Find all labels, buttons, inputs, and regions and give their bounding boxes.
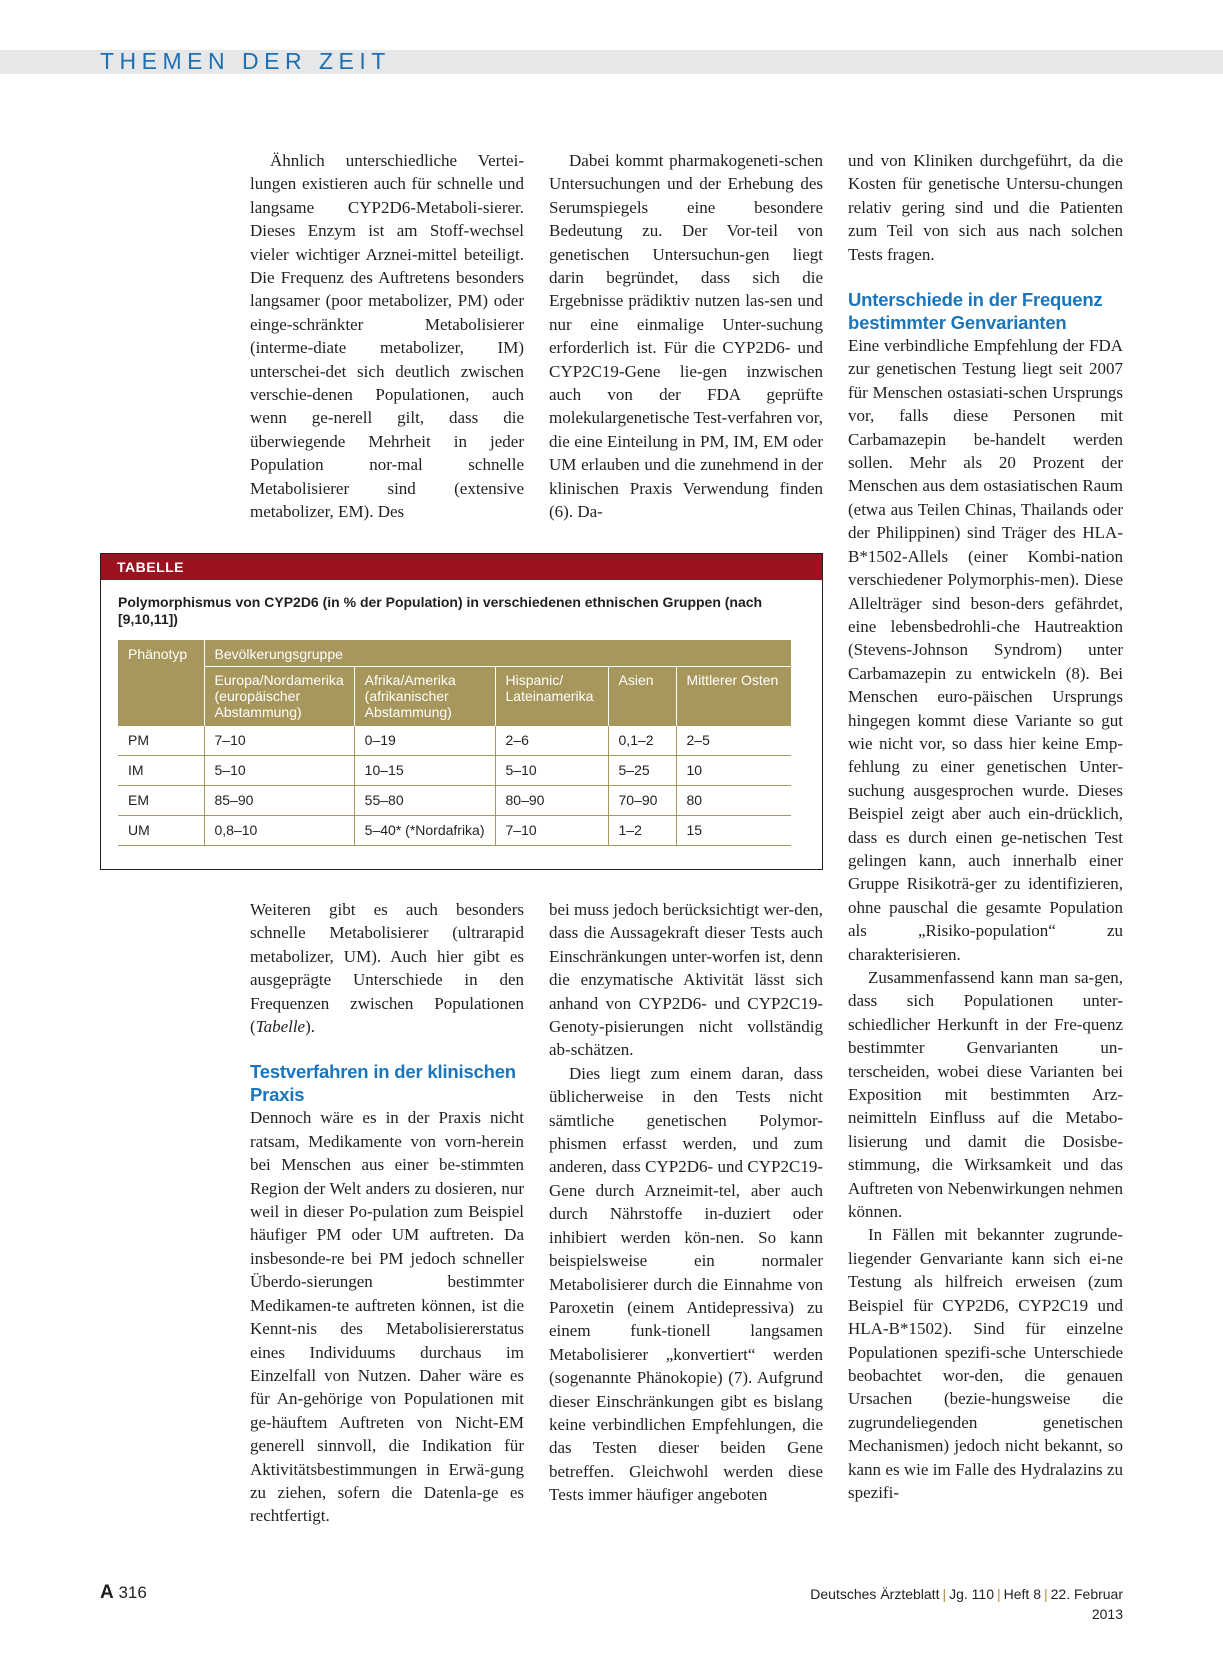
page-number (100, 1582, 147, 1604)
table-cell: 80 (676, 786, 791, 816)
paragraph: Ähnlich unterschiedliche Vertei-lungen existieren auch für schnelle und langsame CYP2D6-Metaboli-sierer. Dieses Enzym ist am Stoff-wechsel vieler wichtiger Arznei-mittel beteiligt. Die Frequenz des Auftretens besonders langsamer (poor metabolizer, PM) oder einge-schränkter Metabolisierer (interme-diate metabolizer, IM) unterschei-det sich deutlich zwischen verschie-denen Populationen, auch wenn ge-nerell gilt, dass die überwiegende Mehrheit in jeder Population nor-mal schnelle Metabolisierer sind (extensive metabolizer, EM). Des (250, 151, 524, 522)
paragraph: und von Kliniken durchgeführt, da die Kosten für genetische Untersu-chungen relativ gering sind und die Patienten zum Teil von sich aus nach solchen Tests fragen. (848, 151, 1123, 264)
column-1-top (250, 149, 524, 524)
table-reference: Tabelle (255, 1017, 306, 1037)
table-row (118, 756, 791, 786)
paragraph: In Fällen mit bekannter zugrunde-liegender Genvariante kann sich ei-ne Testung als hilfreich erweisen (zum Beispiel für CYP2D6, CYP2C19 und HLA-B*1502). Sind für einzelne Populationen spezifi-sche Unterschiede beobachtet wor-den, die genauen Ursachen (bezie-hungsweise die zugrundeliegenden genetischen Mechanismen) jedoch nicht bekannt, so kann es wie im Falle des Hydralazins zu spezifi- (848, 1225, 1123, 1502)
paragraph-text: ). (305, 1017, 316, 1037)
table-cell: UM (118, 816, 204, 846)
section-title: THEMEN DER ZEIT (100, 48, 391, 74)
header-population-group: Bevölkerungsgruppe (204, 640, 791, 666)
paragraph: Dennoch wäre es in der Praxis nicht ratsam, Medikamente von vorn-herein bei Menschen aus einer be-stimmten Region der Welt anders zu dosieren, nur weil in dieser Po-pulation zum Beispiel häufiger PM oder UM auftreten. Da insbesonde-re bei PM jedoch schneller Überdo-sierungen bestimmter Medikamen-te auftreten können, ist die Kennt-nis des Metabolisiererstatus eines Individuums durchaus im Einzelfall von Nutzen. Daher wäre es für An-gehörige von Populationen mit ge-häuftem Auftreten von Nicht-EM generell sinnvoll, die Indikation für Aktivitätsbestimmungen in Erwä-gung zu ziehen, sofern die Datenla-ge es rechtfertigt. (250, 1108, 524, 1526)
table-cell: 0,1–2 (608, 726, 676, 756)
table-cell: 55–80 (354, 786, 495, 816)
journal-volume: Jg. 110 (949, 1586, 994, 1602)
table-cell: 5–25 (608, 756, 676, 786)
table-cell: 80–90 (495, 786, 608, 816)
paragraph (250, 898, 524, 1038)
page-letter: A (100, 1582, 114, 1603)
table-cell: IM (118, 756, 204, 786)
table-row (118, 816, 791, 846)
paragraph: bei muss jedoch berücksichtigt wer-den, dass die Aussagekraft dieser Tests auch Einschränkungen unter-worfen ist, denn die enzymatische Aktivität lässt sich anhand von CYP2D6- und CYP2C19-Genoty-pisierungen nicht vollständig ab-schätzen. (549, 900, 823, 1060)
header-phenotype: Phänotyp (118, 640, 204, 726)
subheader: Mittlerer Osten (676, 666, 791, 726)
table-box (100, 553, 823, 870)
table-cell: 10–15 (354, 756, 495, 786)
journal-info (790, 1584, 1123, 1624)
page-number-value: 316 (118, 1583, 147, 1602)
table-caption: Polymorphismus von CYP2D6 (in % der Population) in verschiedenen ethnischen Gruppen (nach [9,10,11]) (118, 594, 763, 627)
table-tag: TABELLE (101, 554, 822, 580)
paragraph: Dabei kommt pharmakogeneti-schen Untersuchungen und der Erhebung des Serumspiegels eine besondere Bedeutung zu. Der Vor-teil von genetischen Untersuchun-gen liegt darin begründet, dass sich die Ergebnisse prädiktiv nutzen las-sen und nur eine einmalige Unter-suchung erforderlich ist. Für die CYP2D6- und CYP2C19-Gene lie-gen inzwischen auch von der FDA geprüfte molekulargenetische Test-verfahren vor, die eine Einteilung in PM, IM, EM oder UM erlauben und die zunehmend in der klinischen Praxis Verwendung finden (6). Da- (549, 151, 823, 522)
journal-date: 22. Februar 2013 (1050, 1586, 1123, 1622)
polymorphism-table (118, 640, 791, 846)
section-heading: Unterschiede in der Frequenz bestimmter Genvarianten (848, 289, 1103, 334)
column-2-top (549, 149, 823, 524)
table-cell: 5–10 (204, 756, 354, 786)
subheader: Afrika/Amerika (afrikanischer Abstammung) (354, 666, 495, 726)
paragraph: Zusammenfassend kann man sa-gen, dass sich Populationen unter-schiedlicher Herkunft in der Fre-quenz bestimmter Genvarianten un-terscheiden, wobei diese Varianten bei Exposition mit bestimmten Arz-neimitteln Einfluss auf die Metabo-lisierung und damit die Dosisbe-stimmung, die Wirksamkeit und das Auftreten von Nebenwirkungen nehmen können. (848, 968, 1123, 1222)
journal-issue: Heft 8 (1003, 1586, 1041, 1602)
table-cell: 2–5 (676, 726, 791, 756)
column-2-bottom (549, 898, 823, 1507)
separator: | (1043, 1586, 1048, 1602)
subheader: Europa/Nordamerika (europäischer Abstammung) (204, 666, 354, 726)
subheader: Hispanic/ Lateinamerika (495, 666, 608, 726)
table-cell: 0,8–10 (204, 816, 354, 846)
table-cell: EM (118, 786, 204, 816)
section-heading: Testverfahren in der klinischen Praxis (250, 1061, 516, 1106)
table-cell: 85–90 (204, 786, 354, 816)
column-1-bottom (250, 898, 524, 1528)
table-row (118, 726, 791, 756)
table-cell: 15 (676, 816, 791, 846)
table-cell: 7–10 (204, 726, 354, 756)
table-cell: 7–10 (495, 816, 608, 846)
column-3 (848, 149, 1123, 1504)
separator: | (996, 1586, 1001, 1602)
table-cell: 1–2 (608, 816, 676, 846)
table-cell: PM (118, 726, 204, 756)
journal-name: Deutsches Ärzteblatt (810, 1586, 940, 1602)
table-cell: 2–6 (495, 726, 608, 756)
table-row (118, 786, 791, 816)
paragraph-text: Weiteren gibt es auch besonders schnelle Metabolisierer (ultrarapid metabolizer, UM). Auch hier gibt es ausgeprägte Unterschiede in den Frequenzen zwischen Populationen ( (250, 900, 524, 1037)
paragraph: Dies liegt zum einem daran, dass üblicherweise in den Tests nicht sämtliche genetischen Polymor-phismen erfasst werden, und zum anderen, dass CYP2D6- und CYP2C19-Gene durch Arzneimit-tel, aber auch durch Nährstoffe in-duziert oder inhibiert werden kön-nen. So kann beispielsweise ein normaler Metabolisierer durch die Einnahme von Paroxetin (einem Antidepressiva) zu einem funk-tionell langsamen Metabolisierer „konvertiert“ werden (sogenannte Phänokopie) (7). Aufgrund dieser Einschränkungen gibt es bislang keine verbindlichen Empfehlungen, die das Testen dieser beiden Gene betreffen. Gleichwohl werden diese Tests immer häufiger angeboten (549, 1063, 823, 1505)
subheader: Asien (608, 666, 676, 726)
table-cell: 5–10 (495, 756, 608, 786)
paragraph: Eine verbindliche Empfehlung der FDA zur genetischen Testung liegt seit 2007 für Menschen ostasiati-schen Ursprungs vor, falls diese Personen mit Carbamazepin be-handelt werden sollen. Mehr als 20 Prozent der Menschen aus dem ostasiatischen Raum (etwa aus Teilen Chinas, Thailands oder der Philippinen) sind Träger des HLA-B*1502-Allels (einer Kombi-nation verschiedener Polymorphis-men). Diese Allelträger sind beson-ders gefährdet, eine lebensbedrohli-che Hautreaktion (Stevens-Johnson Syndrom) unter Carbamazepin zu entwickeln (8). Bei Menschen euro-päischen Ursprungs hingegen kommt diese Variante so gut wie nicht vor, so dass hier keine Emp-fehlung zu einer genetischen Unter-suchung ausgesprochen wurde. Dieses Beispiel zeigt aber auch ein-drücklich, dass es durch einen ge-netischen Test gelingen kann, auch innerhalb einer Gruppe Risikoträ-ger zu identifizieren, ohne pauschal die gesamte Population als „Risiko-population“ zu charakterisieren. (848, 336, 1123, 964)
table-cell: 5–40* (*Nordafrika) (354, 816, 495, 846)
separator: | (942, 1586, 947, 1602)
table-cell: 10 (676, 756, 791, 786)
table-cell: 70–90 (608, 786, 676, 816)
table-cell: 0–19 (354, 726, 495, 756)
